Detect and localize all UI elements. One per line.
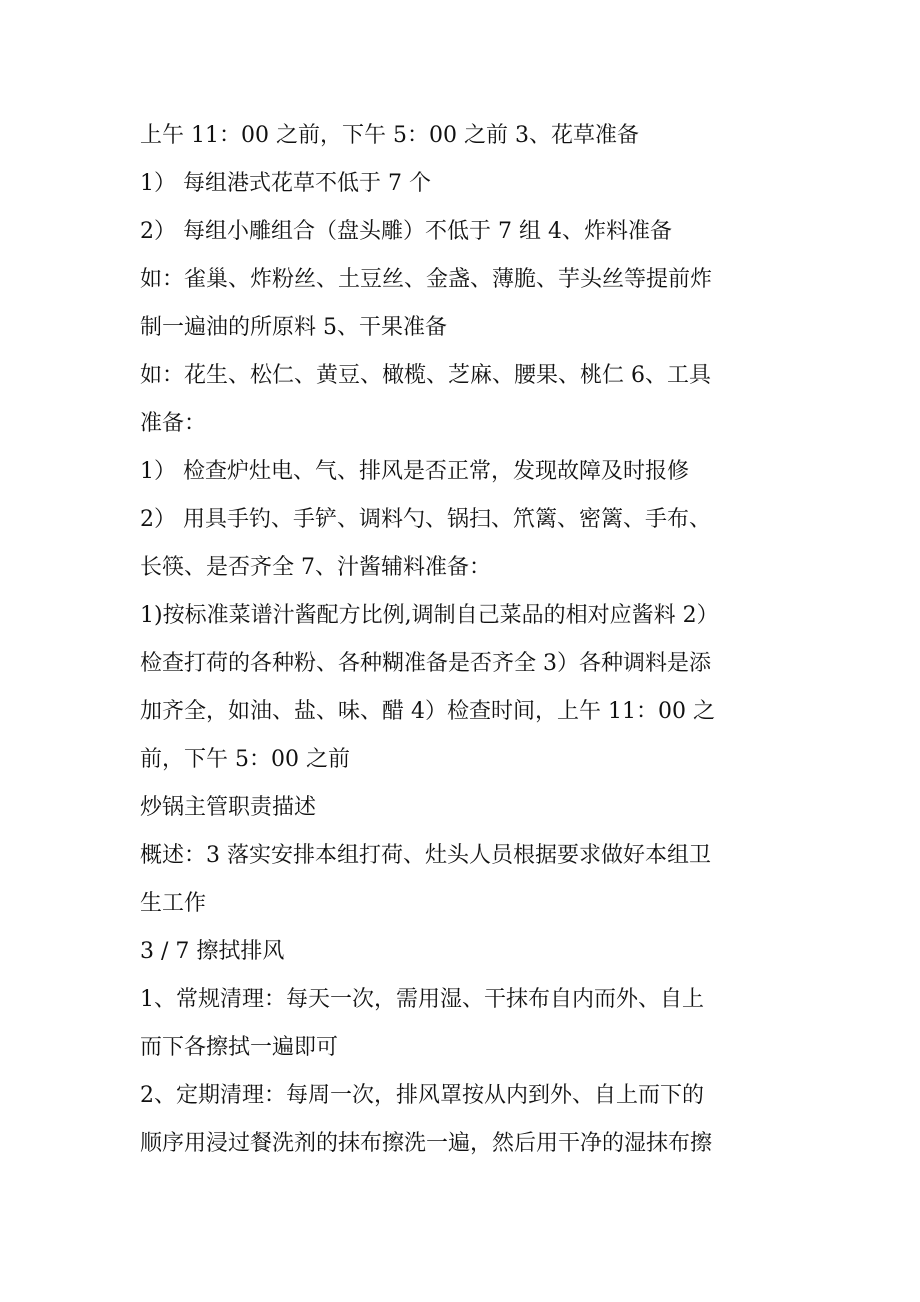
text-line: 上午 11：00 之前，下午 5：00 之前 3、花草准备	[140, 123, 639, 148]
text-line: 2） 用具手钓、手铲、调料勺、锅扫、笊篱、密篱、手布、	[140, 507, 711, 532]
text-line: 准备：	[140, 411, 207, 436]
document-body	[140, 116, 800, 1172]
text-line: 加齐全，如油、盐、味、醋 4）检查时间，上午 11：00 之	[140, 699, 715, 724]
text-line: 概述：3 落实安排本组打荷、灶头人员根据要求做好本组卫	[140, 843, 711, 868]
text-line: 2） 每组小雕组合（盘头雕）不低于 7 组 4、炸料准备	[140, 219, 672, 244]
text-line: 1） 每组港式花草不低于 7 个	[140, 171, 431, 196]
text-line: 如：花生、松仁、黄豆、橄榄、芝麻、腰果、桃仁 6、工具	[140, 363, 711, 388]
page-marker-line: 3 / 7 擦拭排风	[140, 939, 285, 964]
text-line: 生工作	[140, 891, 207, 916]
section-heading: 炒锅主管职责描述	[140, 795, 317, 820]
text-line: 2、定期清理：每周一次，排风罩按从内到外、自上而下的	[140, 1083, 704, 1108]
text-line: 而下各擦拭一遍即可	[140, 1035, 339, 1060]
text-line: 如：雀巢、炸粉丝、土豆丝、金盏、薄脆、芋头丝等提前炸	[140, 267, 713, 292]
text-line: 顺序用浸过餐洗剂的抹布擦洗一遍，然后用干净的湿抹布擦	[140, 1131, 713, 1156]
text-line: 长筷、是否齐全 7、汁酱辅料准备：	[140, 555, 491, 580]
text-line: 1、常规清理：每天一次，需用湿、干抹布自内而外、自上	[140, 987, 704, 1012]
text-line: 前，下午 5：00 之前	[140, 747, 350, 772]
text-line: 检查打荷的各种粉、各种糊准备是否齐全 3）各种调料是添	[140, 651, 711, 676]
text-line: 1） 检查炉灶电、气、排风是否正常，发现故障及时报修	[140, 459, 689, 484]
text-line: 1)按标准菜谱汁酱配方比例,调制自己菜品的相对应酱料 2）	[140, 603, 719, 628]
text-line: 制一遍油的所原料 5、干果准备	[140, 315, 447, 340]
